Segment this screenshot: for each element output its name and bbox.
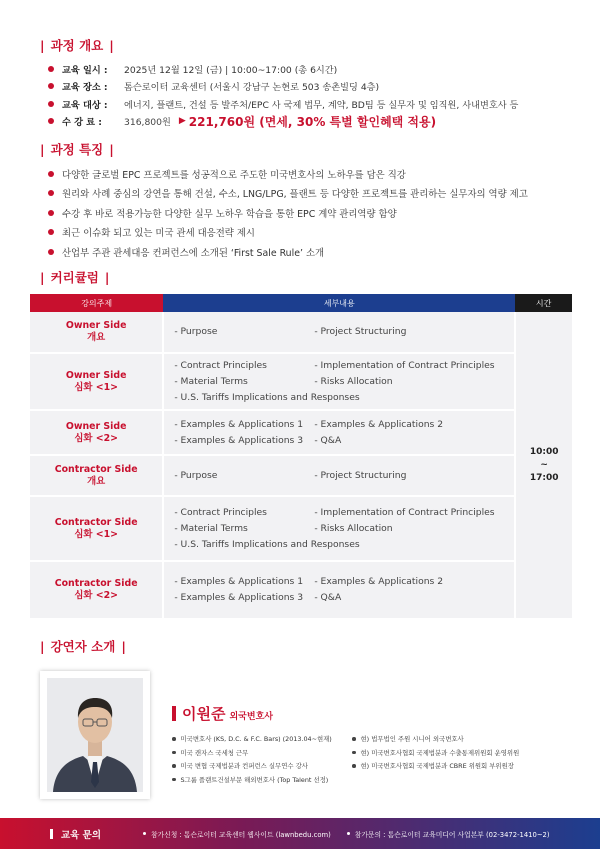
table-row xyxy=(30,561,572,619)
footer-heading: 교육 문의 xyxy=(50,827,101,841)
bullet-icon xyxy=(48,249,54,255)
speaker-name-row xyxy=(172,703,273,724)
curriculum-table xyxy=(30,294,572,620)
table-row xyxy=(30,353,572,410)
bullet-icon xyxy=(48,229,54,235)
heading-bar-right: | xyxy=(104,269,110,285)
original-price: 316,800원 xyxy=(124,117,171,129)
feature-item: 최근 이슈화 되고 있는 미국 관세 대응전략 제시 xyxy=(48,223,593,243)
features-heading: | 과정 특징 | xyxy=(40,141,114,157)
detail-cell: - Contract Principles - Implementation of Contract Principles - Material Terms - Risks Allocation - U.S. Tariffs Implications and Responses xyxy=(163,496,515,561)
speaker-credentials-left xyxy=(172,732,332,786)
heading-bar-right: | xyxy=(109,141,114,157)
credential-item: 미국 변협 국제법분과 컨퍼런스 실무연수 강사 xyxy=(172,759,332,773)
footer-register-info: 참가신청 : 톰슨로이터 교육센터 웹사이트 (lawnbedu.com) xyxy=(143,829,331,839)
feature-item: 수강 후 바로 적용가능한 다양한 실무 노하우 학습을 통한 EPC 계약 관리역량 함양 xyxy=(48,203,593,223)
credential-item: 미국 캔자스 국세청 근무 xyxy=(172,746,332,760)
table-row xyxy=(30,312,572,353)
topic-cell: Contractor Side 심화 <2> xyxy=(30,561,163,619)
detail-cell: - Examples & Applications 1 - Examples & Applications 2 - Examples & Applications 3 - Q&A xyxy=(163,561,515,619)
detail-cell: - Purpose - Project Structuring xyxy=(163,312,515,353)
overview-list xyxy=(48,60,588,130)
speaker-heading: | 강연자 소개 | xyxy=(40,638,126,654)
features-list xyxy=(48,164,593,262)
bullet-icon xyxy=(143,832,146,835)
overview-row-price: 수 강 료 : 316,800원 ▶ 221,760원 (면세, 30% 특별 할인혜택 적용) xyxy=(48,113,588,131)
bullet-icon xyxy=(172,764,176,768)
bullet-icon xyxy=(48,83,54,89)
speaker-title: 외국변호사 xyxy=(229,712,273,722)
topic-cell: Contractor Side 심화 <1> xyxy=(30,496,163,561)
bullet-icon xyxy=(48,118,54,124)
overview-row-date: 교육 일시 : 2025년 12월 12일 (금) | 10:00~17:00 (총 6시간) xyxy=(48,60,588,78)
col-header-detail: 세부내용 xyxy=(163,294,515,312)
credential-item: S그룹 플랜트건설부문 해외변호사 (Top Talent 선정) xyxy=(172,773,332,787)
bullet-icon xyxy=(172,778,176,782)
bullet-icon xyxy=(48,171,54,177)
speaker-portrait-image xyxy=(47,678,143,792)
heading-bar-left: | xyxy=(40,638,45,654)
detail-cell: - Examples & Applications 1 - Examples & Applications 2 - Examples & Applications 3 - Q&A xyxy=(163,410,515,455)
credential-item: 미국변호사 (KS, D.C. & F.C. Bars) (2013.04~현재) xyxy=(172,732,332,746)
speaker-photo xyxy=(40,671,150,799)
overview-heading: | 과정 개요 | xyxy=(40,37,114,53)
feature-item: 산업부 주관 관세대응 컨퍼런스에 소개된 ‘First Sale Rule’ 소개 xyxy=(48,242,593,262)
detail-cell: - Contract Principles - Implementation of Contract Principles - Material Terms - Risks Allocation - U.S. Tariffs Implications and Responses xyxy=(163,353,515,410)
discount-price: 221,760원 (면세, 30% 특별 할인혜택 적용) xyxy=(188,114,437,129)
topic-cell: Owner Side 심화 <2> xyxy=(30,410,163,455)
speaker-credentials-right xyxy=(352,732,519,773)
detail-cell: - Purpose - Project Structuring xyxy=(163,455,515,496)
curriculum-heading: | 커리큘럼 | xyxy=(40,269,110,285)
table-row xyxy=(30,410,572,455)
credential-item: 현) 법무법인 주원 시니어 외국변호사 xyxy=(352,732,519,746)
heading-bar-left: | xyxy=(40,37,45,53)
bullet-icon xyxy=(172,737,176,741)
bullet-icon xyxy=(48,66,54,72)
name-accent-bar xyxy=(172,706,176,721)
bullet-icon xyxy=(172,751,176,755)
heading-bar-right: | xyxy=(121,638,126,654)
col-header-time: 시간 xyxy=(515,294,572,312)
bullet-icon xyxy=(48,101,54,107)
speaker-name: 이원준 xyxy=(182,705,226,723)
credential-item: 현) 미국변호사협회 국제법분과 CBRE 위원회 부위원장 xyxy=(352,759,519,773)
heading-bar-left: | xyxy=(40,269,45,285)
topic-cell: Owner Side 개요 xyxy=(30,312,163,353)
person-silhouette-icon xyxy=(47,678,143,792)
arrow-right-icon: ▶ xyxy=(178,116,186,127)
topic-cell: Owner Side 심화 <1> xyxy=(30,353,163,410)
bullet-icon xyxy=(352,764,356,768)
bullet-icon xyxy=(352,751,356,755)
heading-bar-left: | xyxy=(40,141,45,157)
bullet-icon xyxy=(352,737,356,741)
footer-accent-bar xyxy=(50,829,53,839)
feature-item: 원리와 사례 중심의 강연을 통해 건설, 수소, LNG/LPG, 플랜트 등 다양한 프로젝트를 관리하는 실무자의 역량 제고 xyxy=(48,184,593,204)
footer-bar xyxy=(0,818,600,849)
col-header-topic: 강의주제 xyxy=(30,294,163,312)
table-row xyxy=(30,455,572,496)
table-row xyxy=(30,496,572,561)
bullet-icon xyxy=(48,210,54,216)
credential-item: 현) 미국변호사협회 국제법분과 수출통제위원회 운영위원 xyxy=(352,746,519,760)
topic-cell: Contractor Side 개요 xyxy=(30,455,163,496)
overview-row-place: 교육 장소 : 톰슨로이터 교육센터 (서울시 강남구 논현로 503 송촌빌딩 4층) xyxy=(48,78,588,96)
bullet-icon xyxy=(347,832,350,835)
bullet-icon xyxy=(48,190,54,196)
footer-contact-info: 참가문의 : 톰슨로이터 교육미디어 사업본부 (02-3472-1410~2) xyxy=(347,829,550,839)
curriculum-header-row xyxy=(30,294,572,312)
overview-row-target: 교육 대상 : 에너지, 플랜트, 건설 등 발주처/EPC 사 국제 법무, 계약, BD팀 등 실무자 및 임직원, 사내변호사 등 xyxy=(48,95,588,113)
heading-bar-right: | xyxy=(109,37,114,53)
time-cell: 10:00 ~ 17:00 xyxy=(515,312,572,619)
feature-item: 다양한 글로벌 EPC 프로젝트를 성공적으로 주도한 미국변호사의 노하우를 담은 직강 xyxy=(48,164,593,184)
